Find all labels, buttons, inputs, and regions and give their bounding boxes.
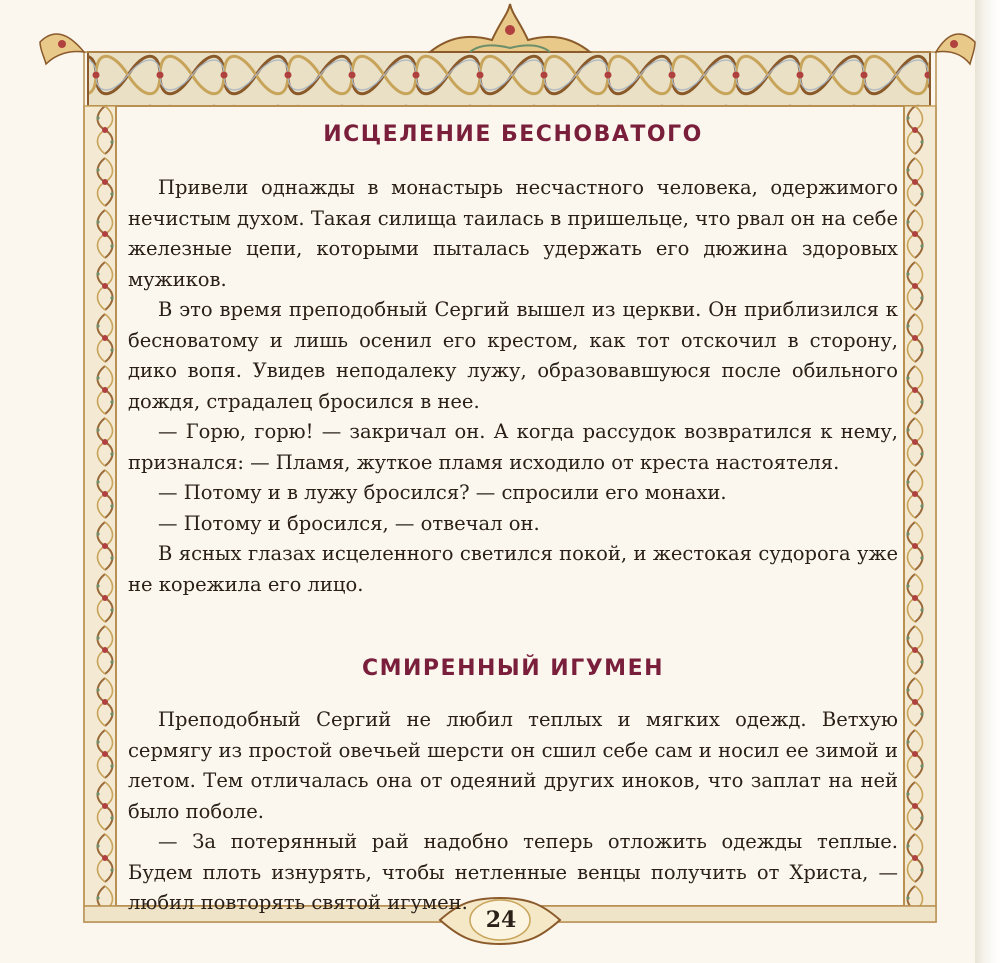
paragraph: — Потому и в лужу бросился? — спросили его монахи. xyxy=(158,481,727,504)
section-title-healing: ИСЦЕЛЕНИЕ БЕСНОВАТОГО xyxy=(323,122,703,147)
paragraph: — Горю, горю! — закричал он. А когда рассудок возвратился к нему, признался: — Пламя, жуткое пламя исходило от креста настоятеля. xyxy=(128,420,898,474)
page-number: 24 xyxy=(485,907,517,933)
top-crown-ornament xyxy=(430,4,590,52)
paragraph: Привели однажды в монастырь несчастного человека, одержимого нечистым духом. Такая силища таилась в пришельце, что рвал он на себе железные цепи, которыми пыталась удержать его дюжина здоровых мужиков. xyxy=(128,176,898,291)
paragraph: Преподобный Сергий не любил теплых и мягких одежд. Ветхую сермягу из простой овечьей шерсти он сшил себе сам и носил ее зимой и летом. Тем отличалась она от одеяний других иноков, что заплат на ней было поболе. xyxy=(128,708,898,823)
paragraph: В это время преподобный Сергий вышел из церкви. Он приблизился к бесноватому и лишь осенил его крестом, как тот отскочил в сторону, дико вопя. Увидев неподалеку лужу, образовавшуюся после обильного дождя, страдалец бросился в нее. xyxy=(128,298,898,413)
paragraph: — Потому и бросился, — отвечал он. xyxy=(158,511,540,535)
page-content xyxy=(128,112,898,914)
corner-ornament-right xyxy=(936,34,975,64)
paragraph: — За потерянный рай надобно теперь отложить одежды теплые. Будем плоть изнурять, чтобы нетленные венцы получить от Христа, — любил повторять святой игумен. xyxy=(128,830,898,914)
corner-ornament-left xyxy=(40,34,84,64)
section-title-humble-abbot: СМИРЕННЫЙ ИГУМЕН xyxy=(361,656,665,681)
paragraph: В ясных глазах исцеленного светился покой, и жестокая судорога уже не корежила его лицо. xyxy=(128,542,898,596)
